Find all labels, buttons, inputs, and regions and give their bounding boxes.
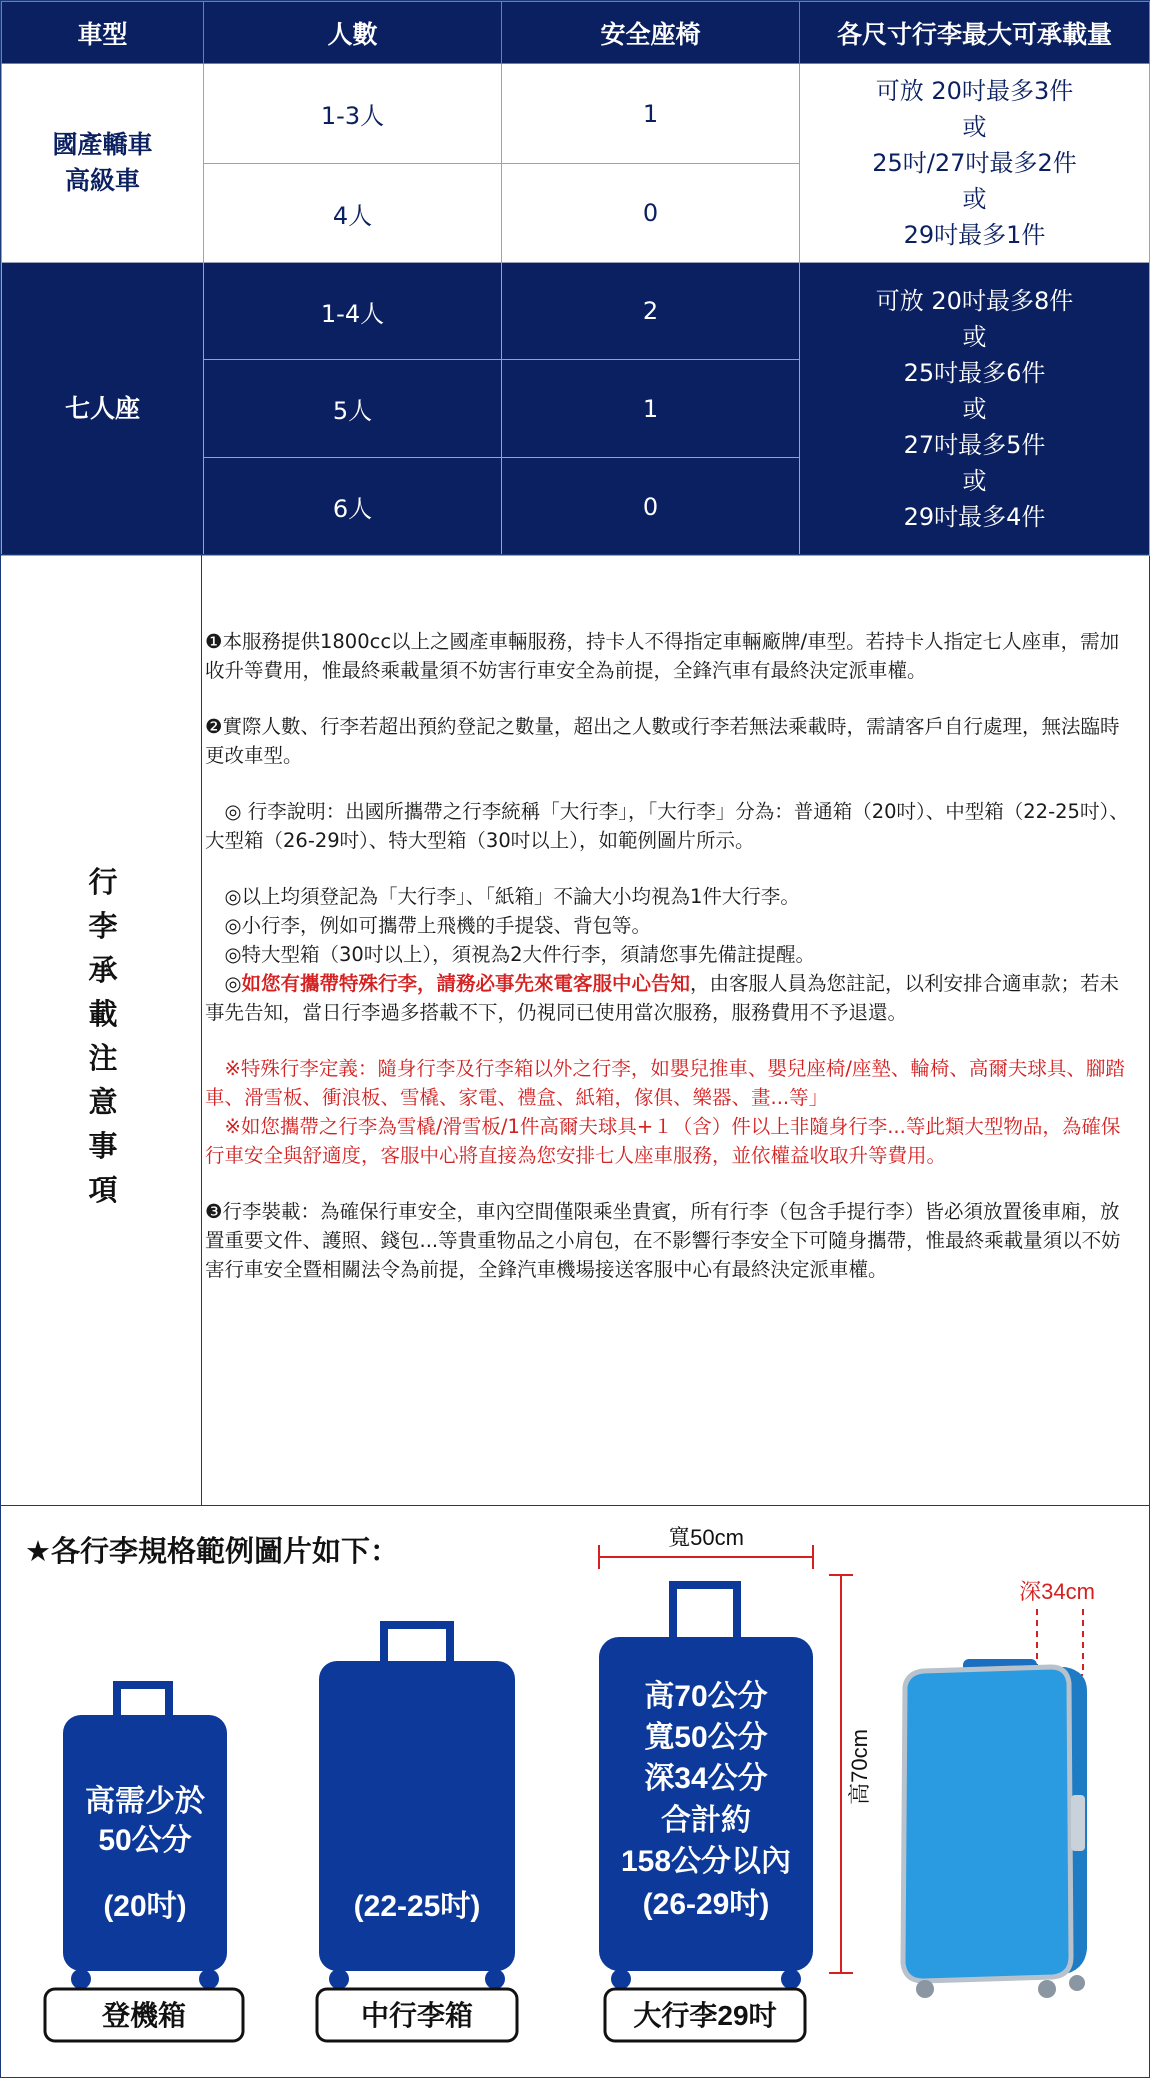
table-row — [2, 64, 1150, 164]
note-paragraph-2: ❷實際人數、行李若超出預約登記之數量，超出之人數或行李若無法乘載時，需請客戶自行處理，無法臨時更改車型。 — [205, 715, 1120, 767]
people-cell: 1-4人 — [204, 263, 502, 360]
header-luggage-capacity: 各尺寸行李最大可承載量 — [800, 2, 1150, 64]
capacity-cell — [800, 64, 1150, 263]
height-dimension — [829, 1575, 872, 1973]
people-cell: 4人 — [204, 164, 502, 263]
capacity-line: 或 — [962, 323, 987, 351]
capacity-line: 或 — [962, 467, 987, 495]
notes-title-char: 承 — [88, 953, 118, 987]
capacity-line: 或 — [962, 185, 987, 213]
large-line: 深34公分 — [644, 1762, 768, 1795]
large-suitcase — [599, 1581, 813, 1989]
capacity-line: 27吋最多5件 — [903, 431, 1046, 459]
notes-title-char: 載 — [88, 997, 118, 1031]
seat-cell: 2 — [502, 263, 800, 360]
large-line: 合計約 — [661, 1804, 751, 1837]
car-type-line: 國產轎車 — [52, 130, 153, 159]
notes-title-char: 注 — [88, 1041, 118, 1075]
carry-on-suitcase — [63, 1681, 227, 1989]
note-paragraph-1: ❶本服務提供1800cc以上之國產車輛服務，持卡人不得指定車輛廠牌/車型。若持卡人指定七人座車，需加收升等費用，惟最終乘載量須不妨害行車安全為前提，全鋒汽車有最終決定派車權。 — [205, 630, 1120, 682]
people-cell: 5人 — [204, 360, 502, 458]
medium-label-box — [317, 1989, 517, 2041]
medium-suitcase — [319, 1621, 515, 1989]
carry-on-label: 登機箱 — [101, 2000, 187, 2031]
width-label: 寬50cm — [668, 1525, 744, 1550]
notes-title-char: 行 — [88, 865, 118, 899]
seat-cell: 0 — [502, 164, 800, 263]
note-bullet-mark: ◎ — [205, 972, 242, 995]
luggage-illustrations — [1, 1505, 1149, 2077]
note-special-detail: ，由客服人員為您註記，以利安排合適車款；若未事先告知，當日行李過多搭載不下，仍視同已使用當次服務，服務費用不予退還。 — [205, 972, 1120, 1024]
seat-cell: 1 — [502, 360, 800, 458]
carry-on-line: 高需少於 — [85, 1785, 205, 1818]
seat-cell: 1 — [502, 64, 800, 164]
notes-title-char: 項 — [88, 1173, 118, 1207]
notes-title-cell — [1, 555, 202, 1505]
note-special-definition: ※特殊行李定義：隨身行李及行李箱以外之行李，如嬰兒推車、嬰兒座椅/座墊、輪椅、高爾夫球具、腳踏車、滑雪板、衝浪板、雪橇、家電、禮盒、紙箱，傢俱、樂器、畫...等」 — [205, 1057, 1125, 1109]
note-bullet: ◎以上均須登記為「大行李」、「紙箱」不論大小均視為1件大行李。 — [205, 885, 800, 908]
notes-title-char: 李 — [88, 909, 118, 943]
medium-size: (22-25吋) — [353, 1890, 481, 1923]
capacity-table — [1, 1, 1150, 556]
notes-title-char: 意 — [88, 1085, 118, 1119]
capacity-line: 29吋最多4件 — [903, 503, 1046, 531]
header-car-type: 車型 — [2, 2, 204, 64]
capacity-line: 可放 20吋最多8件 — [875, 287, 1074, 315]
note-paragraph-3: ❸行李裝載：為確保行車安全，車內空間僅限乘坐貴賓，所有行李（包含手提行李）皆必須放置後車廂，放置重要文件、護照、錢包...等貴重物品之小肩包，在不影響行李安全下可隨身攜帶，惟最終乘載量須以不妨害行車安全暨相關法令為前提，全鋒汽車機場接送客服中心有最終決定派車權。 — [205, 1200, 1121, 1281]
depth-label: 深34cm — [1019, 1579, 1095, 1604]
car-type-cell — [2, 64, 204, 263]
suitcase-photo — [903, 1579, 1095, 1998]
luggage-examples-section — [1, 1505, 1149, 2077]
seat-cell: 0 — [502, 458, 800, 556]
large-line: 高70公分 — [644, 1680, 768, 1713]
capacity-cell — [800, 263, 1150, 556]
note-special-luggage — [205, 969, 1135, 1027]
note-bullet: ◎小行李，例如可攜帶上飛機的手提袋、背包等。 — [205, 914, 652, 937]
capacity-line: 或 — [962, 395, 987, 423]
note-luggage-description: ◎ 行李說明：出國所攜帶之行李統稱「大行李」，「大行李」分為：普通箱（20吋）、中型箱（22-25吋）、大型箱（26-29吋）、特大型箱（30吋以上），如範例圖片所示。 — [205, 800, 1129, 852]
large-label-box — [605, 1989, 805, 2041]
car-type-line: 高級車 — [64, 166, 140, 195]
capacity-line: 25吋/27吋最多2件 — [872, 149, 1077, 177]
table-row — [2, 263, 1150, 360]
notes-title-char: 事 — [88, 1129, 118, 1163]
people-cell: 6人 — [204, 458, 502, 556]
car-type-line: 七人座 — [64, 394, 140, 423]
large-size: (26-29吋) — [642, 1888, 770, 1921]
carry-on-label-box — [45, 1989, 243, 2041]
carry-on-size: (20吋) — [103, 1890, 187, 1923]
medium-label: 中行李箱 — [360, 2000, 474, 2031]
notes-body — [205, 627, 1135, 1311]
car-type-cell — [2, 263, 204, 556]
note-special-warning: 如您有攜帶特殊行李，請務必事先來電客服中心告知 — [241, 972, 691, 995]
carry-on-line: 50公分 — [98, 1824, 192, 1857]
width-dimension — [599, 1525, 813, 1569]
header-people: 人數 — [204, 2, 502, 64]
examples-heading: ★各行李規格範例圖片如下： — [25, 1534, 399, 1568]
header-safety-seat: 安全座椅 — [502, 2, 800, 64]
capacity-line: 可放 20吋最多3件 — [875, 77, 1074, 105]
capacity-line: 29吋最多1件 — [903, 221, 1046, 249]
capacity-line: 25吋最多6件 — [903, 359, 1046, 387]
luggage-notes-section — [1, 554, 1149, 1506]
note-upgrade-rule: ※如您攜帶之行李為雪橇/滑雪板/1件高爾夫球具+１（含）件以上非隨身行李...等此類大型物品，為確保行車安全與舒適度，客服中心將直接為您安排七人座車服務，並依權益收取升等費用。 — [205, 1115, 1121, 1167]
notes-title — [83, 860, 123, 1212]
large-label: 大行李29吋 — [633, 2000, 777, 2031]
height-label: 高70cm — [847, 1729, 872, 1805]
large-line: 158公分以內 — [620, 1845, 792, 1878]
large-line: 寬50公分 — [644, 1721, 768, 1754]
note-bullet: ◎特大型箱（30吋以上），須視為2大件行李，須請您事先備註提醒。 — [205, 943, 815, 966]
table-header-row — [2, 2, 1150, 64]
capacity-line: 或 — [962, 113, 987, 141]
people-cell: 1-3人 — [204, 64, 502, 164]
